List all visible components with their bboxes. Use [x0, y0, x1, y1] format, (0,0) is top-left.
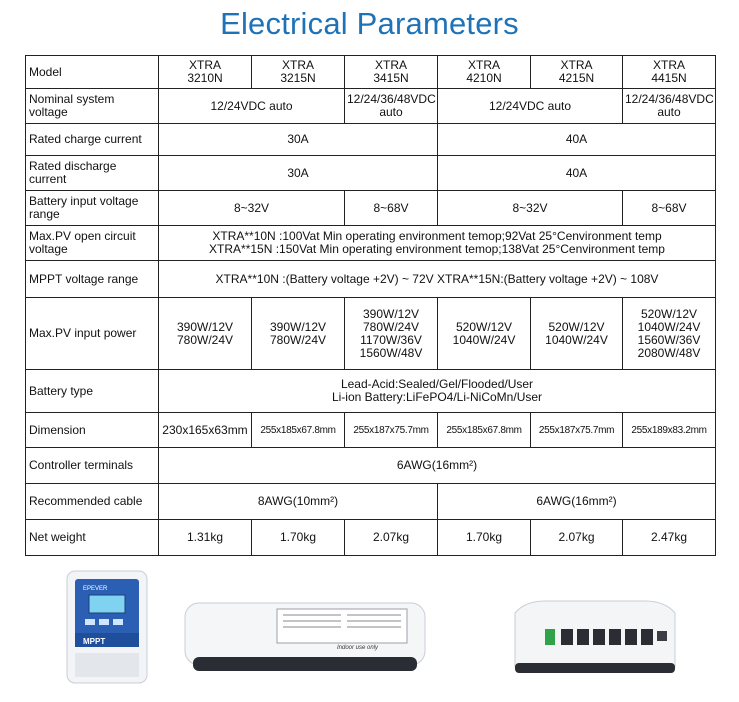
row-label: Rated discharge current — [26, 156, 159, 191]
row-net-weight — [26, 520, 716, 556]
value-cell: 390W/12V 780W/24V 1170W/36V 1560W/48V — [345, 298, 438, 370]
row-label: Max.PV input power — [26, 298, 159, 370]
value-cell: 255x185x67.8mm — [438, 413, 531, 448]
value-cell: 40A — [438, 124, 716, 156]
product-illustrations — [25, 563, 715, 697]
value-cell: 6AWG(16mm²) — [438, 484, 716, 520]
front-mppt-label: MPPT — [83, 637, 106, 646]
value-cell: 2.47kg — [623, 520, 716, 556]
row-battery-voltage-range — [26, 191, 716, 226]
controller-side-image — [185, 603, 425, 671]
value-cell: 8~32V — [438, 191, 623, 226]
value-cell: 520W/12V 1040W/24V 1560W/36V 2080W/48V — [623, 298, 716, 370]
spec-table — [25, 55, 716, 556]
value-cell: 255x187x75.7mm — [345, 413, 438, 448]
value-cell: 2.07kg — [531, 520, 623, 556]
model-cell: XTRA 3415N — [345, 56, 438, 89]
model-cell: XTRA 4210N — [438, 56, 531, 89]
value-cell: 40A — [438, 156, 716, 191]
row-mppt-range — [26, 261, 716, 298]
value-cell: 1.31kg — [159, 520, 252, 556]
product-images — [25, 563, 715, 697]
row-label: Battery input voltage range — [26, 191, 159, 226]
value-cell: 520W/12V 1040W/24V — [531, 298, 623, 370]
value-cell: 30A — [159, 156, 438, 191]
value-cell: 8~68V — [623, 191, 716, 226]
row-label: Max.PV open circuit voltage — [26, 226, 159, 261]
side-indoor-label: Indoor use only — [337, 645, 379, 651]
value-cell: 520W/12V 1040W/24V — [438, 298, 531, 370]
row-label: Recommended cable — [26, 484, 159, 520]
value-cell: 12/24/36/48VDC auto — [345, 89, 438, 124]
value-cell: 2.07kg — [345, 520, 438, 556]
row-label: Nominal system voltage — [26, 89, 159, 124]
row-nominal-voltage — [26, 89, 716, 124]
value-cell: Lead-Acid:Sealed/Gel/Flooded/User Li-ion Battery:LiFePO4/Li-NiCoMn/User — [159, 370, 716, 413]
row-label: Rated charge current — [26, 124, 159, 156]
row-controller-terminals — [26, 448, 716, 484]
value-cell: 8~68V — [345, 191, 438, 226]
value-cell: 6AWG(16mm²) — [159, 448, 716, 484]
row-discharge-current — [26, 156, 716, 191]
model-cell: XTRA 4415N — [623, 56, 716, 89]
row-battery-type — [26, 370, 716, 413]
value-cell: 8~32V — [159, 191, 345, 226]
controller-front-image — [67, 571, 147, 683]
row-label: Net weight — [26, 520, 159, 556]
row-label: Dimension — [26, 413, 159, 448]
value-cell: 12/24VDC auto — [438, 89, 623, 124]
value-cell: 230x165x63mm — [159, 413, 252, 448]
model-cell: XTRA 3215N — [252, 56, 345, 89]
value-cell: 1.70kg — [438, 520, 531, 556]
row-label: Controller terminals — [26, 448, 159, 484]
value-cell: XTRA**10N :(Battery voltage +2V) ~ 72V XTRA**15N:(Battery voltage +2V) ~ 108V — [159, 261, 716, 298]
model-cell: XTRA 3210N — [159, 56, 252, 89]
row-charge-current — [26, 124, 716, 156]
row-label: Model — [26, 56, 159, 89]
model-cell: XTRA 4215N — [531, 56, 623, 89]
controller-terminal-image — [515, 601, 675, 673]
value-cell: 390W/12V 780W/24V — [159, 298, 252, 370]
row-dimension — [26, 413, 716, 448]
value-cell: 12/24VDC auto — [159, 89, 345, 124]
row-recommended-cable — [26, 484, 716, 520]
row-model — [26, 56, 716, 89]
value-cell: 255x185x67.8mm — [252, 413, 345, 448]
value-cell: 1.70kg — [252, 520, 345, 556]
front-brand-label: EPEVER — [83, 586, 108, 592]
row-pv-open-circuit — [26, 226, 716, 261]
value-cell: 255x189x83.2mm — [623, 413, 716, 448]
value-cell: XTRA**10N :100Vat Min operating environment temop;92Vat 25°Cenvironment temp XTRA**15N :150Vat Min operating environment temop;138Vat 25°Cenvironment temp — [159, 226, 716, 261]
value-cell: 8AWG(10mm²) — [159, 484, 438, 520]
row-label: Battery type — [26, 370, 159, 413]
row-label: MPPT voltage range — [26, 261, 159, 298]
value-cell: 12/24/36/48VDC auto — [623, 89, 716, 124]
page-title: Electrical Parameters — [220, 6, 519, 41]
row-pv-input-power — [26, 298, 716, 370]
value-cell: 255x187x75.7mm — [531, 413, 623, 448]
value-cell: 390W/12V 780W/24V — [252, 298, 345, 370]
value-cell: 30A — [159, 124, 438, 156]
